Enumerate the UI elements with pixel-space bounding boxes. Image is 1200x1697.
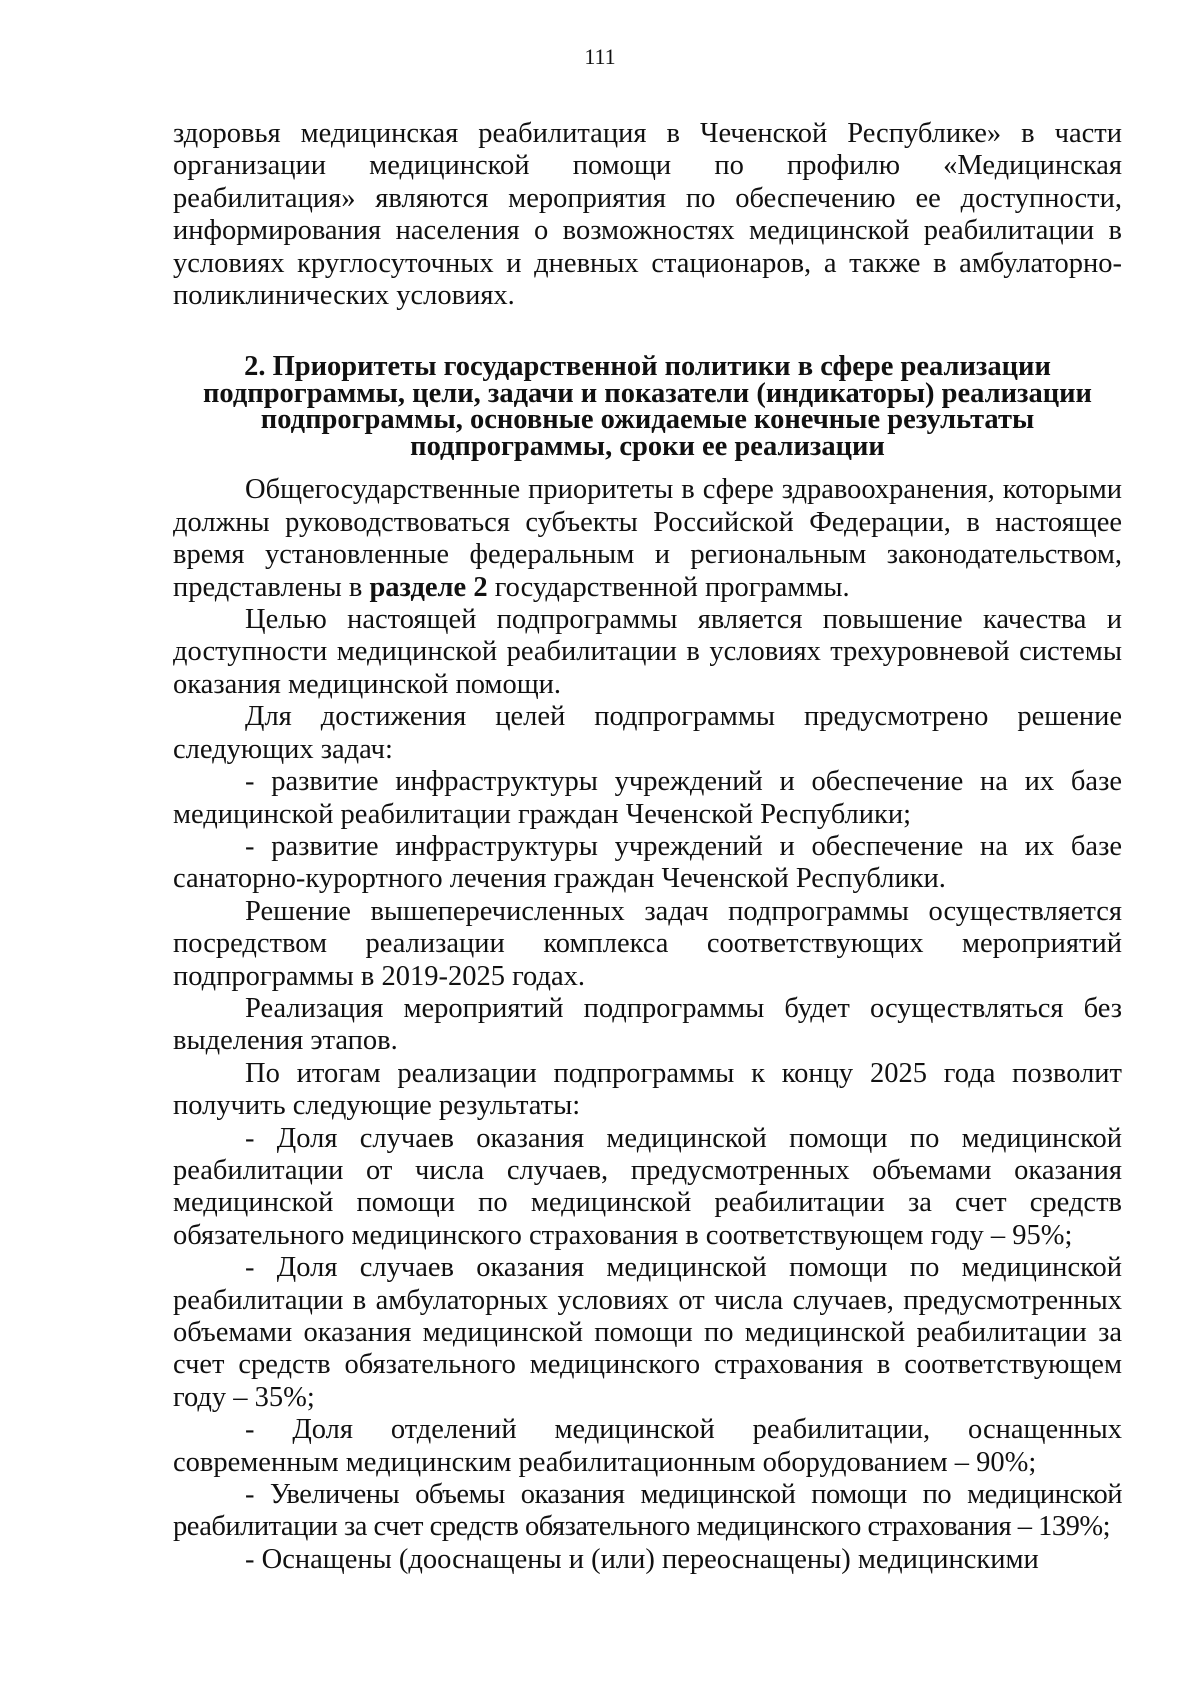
priorities-paragraph [173,474,1122,604]
stages-paragraph: Реализация мероприятий подпрограммы будет осуществляться без выделения этапов. [173,992,1122,1057]
result-item: - Доля случаев оказания медицинской помощи по медицинской реабилитации в амбулаторных условиях от числа случаев, предусмотренных объемами оказания медицинской помощи по медицинской реабилитации за счет средств обязательного медицинского страхования в соответствующем году – 35%; [173,1252,1122,1413]
result-item: - Оснащены (дооснащены и (или) переоснащены) медицинскими [245,1543,1039,1575]
result-item: - Доля случаев оказания медицинской помощи по медицинской реабилитации от числа случаев, предусмотренных объемами оказания медицинской помощи по медицинской реабилитации за счет средств обязательного медицинского страхования в соответствующем году – 95%; [173,1122,1122,1251]
section-heading-line: подпрограммы, цели, задачи и показатели (индикаторы) реализации [203,377,1092,409]
tasks-intro: Для достижения целей подпрограммы предусмотрено решение следующих задач: [173,701,1122,765]
section-heading-line: 2. Приоритеты государственной политики в сфере реализации [244,351,1051,383]
section-heading-line: подпрограммы, основные ожидаемые конечные результаты [260,404,1035,436]
result-item: - Доля отделений медицинской реабилитации, оснащенных современным медицинским реабилитационным оборудованием – 90%; [173,1414,1122,1478]
intro-paragraph: здоровья медицинская реабилитация в Чеченской Республике» в части организации медицинской помощи по профилю «Медицинская реабилитация» являются мероприятия по обеспечению ее доступности, информирования населения о возможностях медицинской реабилитации в условиях круглосуточных и дневных стационаров, а также в амбулаторно-поликлинических условиях. [173,118,1122,312]
priorities-text-before: Общегосударственные приоритеты в сфере здравоохранения, которыми должны руководствоваться субъекты Российской Федерации, в настоящее время установленные федеральным и региональным законодательством, представлены в [173,474,1122,603]
goal-paragraph: Целью настоящей подпрограммы является повышение качества и доступности медицинской реабилитации в условиях трехуровневой системы оказания медицинской помощи. [173,604,1122,700]
section-heading-line: подпрограммы, сроки ее реализации [410,430,885,462]
implementation-paragraph: Решение вышеперечисленных задач подпрограммы осуществляется посредством реализации комплекса соответствующих мероприятий подпрограммы в 2019-2025 годах. [173,895,1122,992]
section-reference: разделе 2 [369,571,488,603]
task-item: - развитие инфраструктуры учреждений и обеспечение на их базе медицинской реабилитации граждан Чеченской Республики; [173,766,1122,830]
results-intro: По итогам реализации подпрограммы к концу 2025 года позволит получить следующие результаты: [173,1057,1122,1122]
section-heading [173,351,1122,462]
priorities-text-after: государственной программы. [487,571,850,603]
task-item: - развитие инфраструктуры учреждений и обеспечение на их базе санаторно-курортного лечения граждан Чеченской Республики. [173,830,1122,895]
result-item: - Увеличены объемы оказания медицинской помощи по медицинской реабилитации за счет средств обязательного медицинского страхования – 139%; [173,1479,1122,1543]
document-body [173,118,1122,1576]
page-number: 111 [584,44,616,69]
